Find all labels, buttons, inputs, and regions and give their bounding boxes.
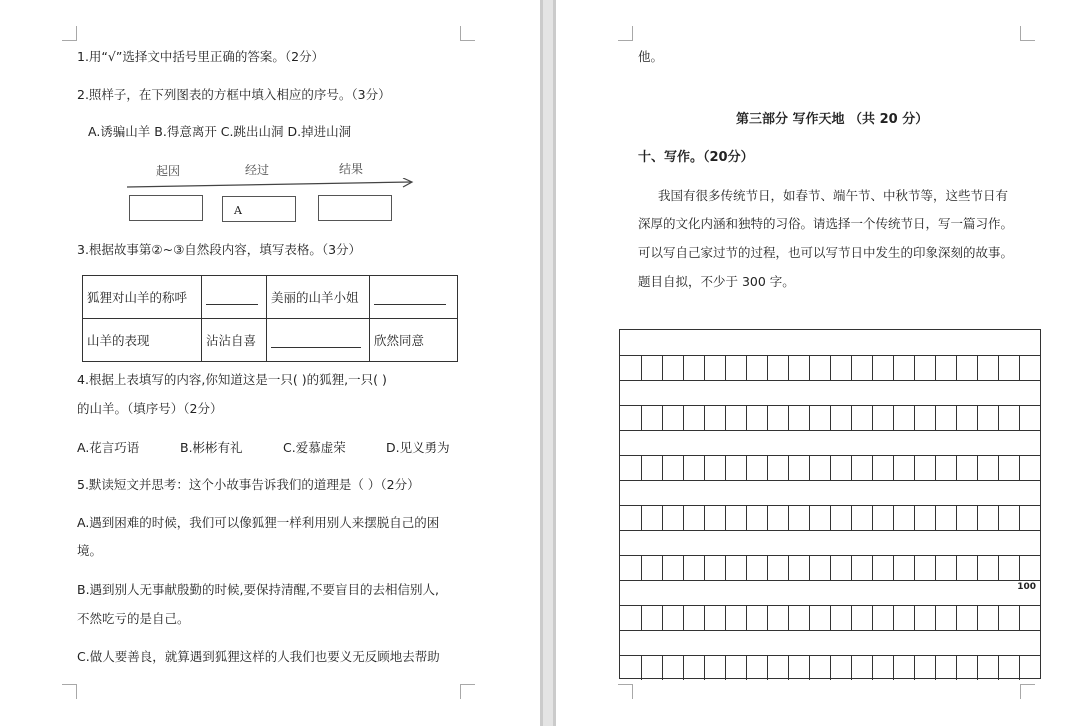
answer-box-process[interactable] (222, 196, 296, 222)
grid-cell-divider (956, 355, 957, 380)
grid-cell-divider (788, 655, 789, 680)
grid-cell-divider (788, 505, 789, 530)
grid-cell-divider (893, 355, 894, 380)
grid-cell-divider (641, 555, 642, 580)
grid-cell-divider (935, 455, 936, 480)
grid-cell-divider (1019, 555, 1020, 580)
answer-box-result[interactable] (318, 195, 392, 221)
grid-cell-divider (683, 655, 684, 680)
grid-cell-divider (830, 405, 831, 430)
grid-cell-divider (830, 555, 831, 580)
grid-cell-divider (998, 655, 999, 680)
question-4-line2: 的山羊。（填序号）（2分） (77, 401, 223, 416)
table-blank-cell[interactable] (202, 276, 267, 319)
grid-cell-divider (977, 655, 978, 680)
grid-cell-divider (935, 555, 936, 580)
crop-mark (1020, 684, 1035, 699)
grid-cell-divider (662, 605, 663, 630)
question-5: 5.默读短文并思考：这个小故事告诉我们的道理是（ ）（2分） (77, 477, 420, 492)
grid-cell-divider (851, 355, 852, 380)
writing-prompt-line3: 可以写自己家过节的过程，也可以写节日中发生的印象深刻的故事。 (638, 245, 1014, 260)
grid-cell-divider (998, 455, 999, 480)
grid-cell-divider (725, 505, 726, 530)
table-cell: 沾沾自喜 (202, 319, 267, 362)
grid-cell-divider (641, 405, 642, 430)
grid-cell-divider (788, 555, 789, 580)
grid-cell-divider (956, 655, 957, 680)
grid-cell-divider (935, 655, 936, 680)
grid-cell-divider (788, 455, 789, 480)
question-5-option-a-cont: 境。 (77, 543, 103, 558)
grid-cell-divider (767, 355, 768, 380)
question-1: 1.用“√”选择文中括号里正确的答案。（2分） (77, 49, 325, 64)
grid-cell-divider (893, 605, 894, 630)
grid-cell-divider (704, 355, 705, 380)
grid-cell-divider (662, 355, 663, 380)
grid-cell-divider (998, 555, 999, 580)
crop-mark (1020, 26, 1035, 41)
grid-cell-divider (872, 655, 873, 680)
question-5-option-b: B.遇到别人无事献殷勤的时候,要保持清醒,不要盲目的去相信别人, (77, 582, 439, 597)
grid-cell-divider (914, 455, 915, 480)
page-gap (540, 0, 556, 726)
diagram-label-result: 结果 (339, 162, 364, 176)
grid-cell-divider (998, 355, 999, 380)
writing-prompt-line4: 题目自拟，不少于 300 字。 (638, 274, 795, 289)
grid-cell-divider (683, 605, 684, 630)
grid-cell-divider (788, 355, 789, 380)
crop-mark (460, 684, 475, 699)
grid-line (620, 530, 1040, 531)
grid-cell-divider (830, 505, 831, 530)
question-5-option-c: C.做人要善良，就算遇到狐狸这样的人我们也要义无反顾地去帮助 (77, 649, 440, 664)
question-4-option-c: C.爱慕虚荣 (283, 440, 346, 455)
grid-cell-divider (641, 655, 642, 680)
grid-cell-divider (914, 555, 915, 580)
grid-cell-divider (851, 505, 852, 530)
grid-cell-divider (893, 505, 894, 530)
grid-cell-divider (872, 605, 873, 630)
grid-cell-divider (851, 555, 852, 580)
grid-count-marker: 100 (1017, 582, 1036, 592)
question-4-option-a: A.花言巧语 (77, 440, 140, 455)
grid-cell-divider (683, 355, 684, 380)
grid-cell-divider (767, 505, 768, 530)
diagram-label-cause: 起因 (156, 164, 181, 178)
grid-cell-divider (977, 605, 978, 630)
grid-cell-divider (704, 505, 705, 530)
grid-cell-divider (1019, 655, 1020, 680)
grid-cell-divider (1019, 455, 1020, 480)
grid-cell-divider (662, 555, 663, 580)
grid-cell-divider (704, 655, 705, 680)
crop-mark (460, 26, 475, 41)
question-4-option-b: B.彬彬有礼 (180, 440, 243, 455)
grid-cell-divider (746, 455, 747, 480)
grid-cell-divider (809, 405, 810, 430)
grid-cell-divider (956, 605, 957, 630)
grid-cell-divider (998, 405, 999, 430)
grid-cell-divider (935, 605, 936, 630)
grid-cell-divider (998, 605, 999, 630)
writing-task-title: 十、写作。（20分） (638, 150, 754, 165)
grid-cell-divider (1019, 605, 1020, 630)
grid-cell-divider (725, 555, 726, 580)
grid-cell-divider (809, 555, 810, 580)
grid-cell-divider (788, 405, 789, 430)
grid-cell-divider (956, 405, 957, 430)
grid-cell-divider (683, 455, 684, 480)
grid-line (620, 630, 1040, 631)
grid-cell-divider (851, 655, 852, 680)
grid-cell-divider (914, 405, 915, 430)
answer-box-cause[interactable] (129, 195, 203, 221)
grid-line (620, 380, 1040, 381)
timeline-arrow (127, 178, 417, 190)
grid-cell-divider (641, 605, 642, 630)
question-4-option-d: D.见义勇为 (386, 440, 450, 455)
grid-cell-divider (872, 505, 873, 530)
grid-cell-divider (872, 355, 873, 380)
grid-cell-divider (830, 455, 831, 480)
table-cell: 欣然同意 (370, 319, 458, 362)
grid-cell-divider (725, 655, 726, 680)
grid-cell-divider (704, 405, 705, 430)
grid-cell-divider (725, 455, 726, 480)
crop-mark (618, 26, 633, 41)
grid-cell-divider (1019, 405, 1020, 430)
question-4-line1: 4.根据上表填写的内容,你知道这是一只( )的狐狸,一只( ) (77, 372, 387, 387)
question-5-option-a: A.遇到困难的时候，我们可以像狐狸一样利用别人来摆脱自己的困 (77, 515, 440, 530)
grid-cell-divider (683, 405, 684, 430)
grid-cell-divider (767, 555, 768, 580)
grid-cell-divider (914, 605, 915, 630)
grid-cell-divider (977, 555, 978, 580)
grid-cell-divider (809, 505, 810, 530)
grid-cell-divider (746, 605, 747, 630)
grid-cell-divider (641, 455, 642, 480)
grid-cell-divider (935, 505, 936, 530)
grid-line (620, 430, 1040, 431)
grid-cell-divider (914, 655, 915, 680)
grid-cell-divider (998, 505, 999, 530)
diagram-label-process: 经过 (245, 163, 270, 177)
grid-cell-divider (1019, 355, 1020, 380)
grid-cell-divider (935, 355, 936, 380)
grid-cell-divider (851, 455, 852, 480)
grid-cell-divider (956, 455, 957, 480)
grid-cell-divider (788, 605, 789, 630)
writing-prompt-line1: 我国有很多传统节日，如春节、端午节、中秋节等，这些节日有 (658, 188, 1009, 203)
grid-cell-divider (830, 355, 831, 380)
grid-cell-divider (893, 455, 894, 480)
grid-cell-divider (977, 505, 978, 530)
grid-cell-divider (956, 505, 957, 530)
grid-cell-divider (872, 455, 873, 480)
grid-cell-divider (1019, 505, 1020, 530)
sample-answer: A (234, 204, 242, 217)
grid-cell-divider (662, 505, 663, 530)
grid-cell-divider (977, 455, 978, 480)
grid-cell-divider (725, 405, 726, 430)
question-2-options: A.诱骗山羊 B.得意离开 C.跳出山洞 D.掉进山洞 (88, 124, 352, 139)
grid-cell-divider (746, 555, 747, 580)
grid-cell-divider (809, 455, 810, 480)
section-title: 第三部分 写作天地 （共 20 分） (736, 112, 929, 127)
grid-cell-divider (746, 655, 747, 680)
grid-cell-divider (746, 505, 747, 530)
grid-cell-divider (641, 355, 642, 380)
writing-grid[interactable] (619, 329, 1041, 679)
grid-line (620, 480, 1040, 481)
table-cell: 美丽的山羊小姐 (267, 276, 370, 319)
table-blank-cell[interactable] (267, 319, 370, 362)
continuation-text: 他。 (638, 49, 664, 64)
grid-cell-divider (809, 355, 810, 380)
table-blank-cell[interactable] (370, 276, 458, 319)
grid-cell-divider (725, 355, 726, 380)
grid-cell-divider (746, 405, 747, 430)
grid-cell-divider (893, 655, 894, 680)
grid-cell-divider (704, 605, 705, 630)
grid-cell-divider (830, 655, 831, 680)
grid-cell-divider (851, 605, 852, 630)
grid-cell-divider (830, 605, 831, 630)
grid-cell-divider (977, 355, 978, 380)
grid-cell-divider (851, 405, 852, 430)
grid-cell-divider (767, 405, 768, 430)
grid-cell-divider (767, 605, 768, 630)
grid-cell-divider (893, 405, 894, 430)
grid-cell-divider (725, 605, 726, 630)
grid-cell-divider (662, 455, 663, 480)
writing-prompt-line2: 深厚的文化内涵和独特的习俗。请选择一个传统节日，写一篇习作。 (638, 216, 1014, 231)
grid-cell-divider (914, 355, 915, 380)
grid-cell-divider (641, 505, 642, 530)
grid-cell-divider (935, 405, 936, 430)
grid-cell-divider (956, 555, 957, 580)
grid-cell-divider (809, 605, 810, 630)
crop-mark (62, 26, 77, 41)
grid-cell-divider (893, 555, 894, 580)
crop-mark (618, 684, 633, 699)
grid-cell-divider (683, 505, 684, 530)
grid-cell-divider (977, 405, 978, 430)
grid-cell-divider (662, 405, 663, 430)
table-cell: 山羊的表现 (83, 319, 202, 362)
grid-cell-divider (872, 555, 873, 580)
grid-cell-divider (683, 555, 684, 580)
grid-cell-divider (809, 655, 810, 680)
question-3: 3.根据故事第②~③自然段内容，填写表格。（3分） (77, 242, 362, 257)
table-cell: 狐狸对山羊的称呼 (83, 276, 202, 319)
grid-cell-divider (767, 455, 768, 480)
question-2: 2.照样子，在下列图表的方框中填入相应的序号。（3分） (77, 87, 391, 102)
grid-cell-divider (704, 455, 705, 480)
story-table (82, 275, 458, 362)
crop-mark (62, 684, 77, 699)
grid-cell-divider (767, 655, 768, 680)
grid-line (620, 580, 1040, 581)
grid-cell-divider (914, 505, 915, 530)
grid-cell-divider (872, 405, 873, 430)
grid-cell-divider (704, 555, 705, 580)
grid-cell-divider (662, 655, 663, 680)
grid-cell-divider (746, 355, 747, 380)
question-5-option-b-cont: 不然吃亏的是自己。 (77, 611, 190, 626)
